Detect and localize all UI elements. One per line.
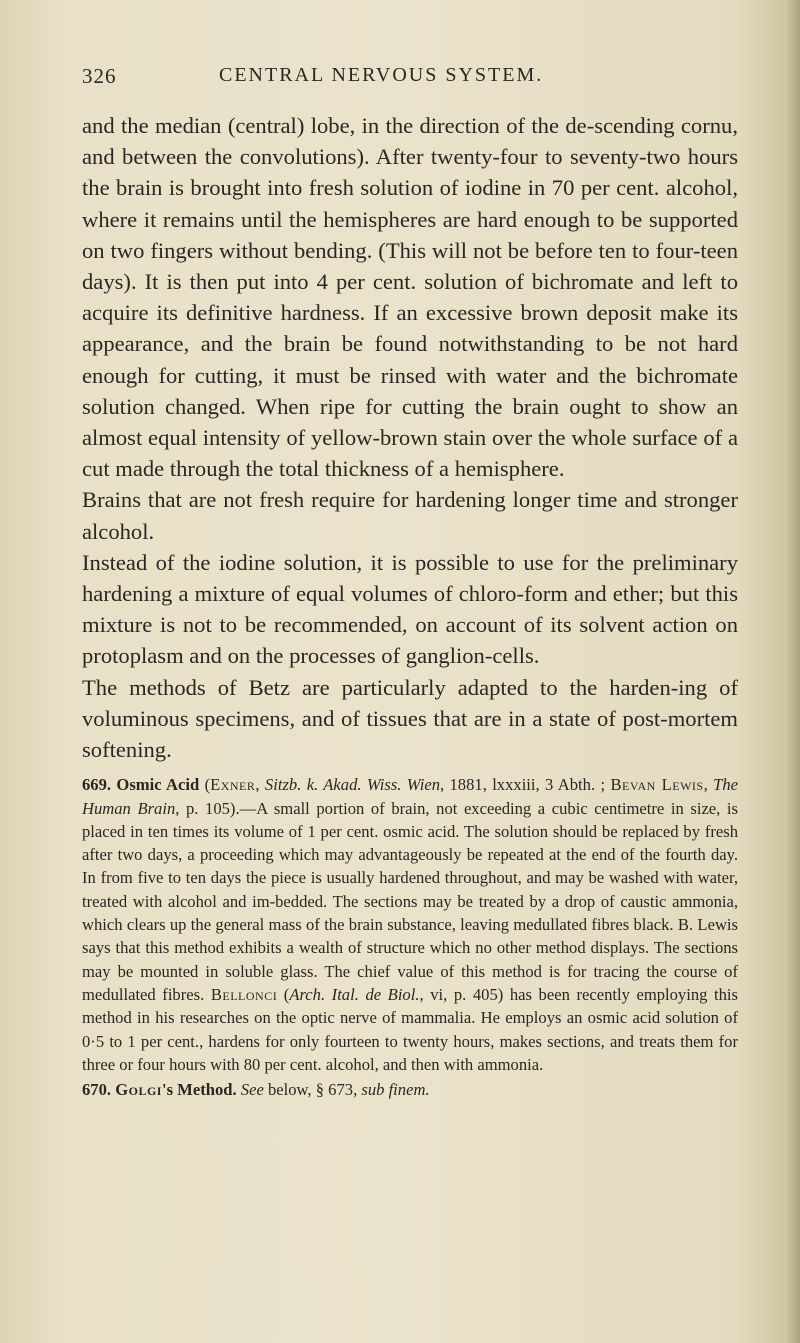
- paragraph: The methods of Betz are particularly adapted to the harden-ing of voluminous specimens, and of tissues that are in a state of post-mortem softening.: [82, 674, 738, 763]
- citation-sitzb-details: , 1881, lxxxiii, 3 Abth. ;: [440, 775, 611, 795]
- section-title: 's Method.: [161, 1080, 237, 1100]
- section-669-text-continued: , vi, p. 405) has been recently employing this method in his researches on the optic nerve of mammalia. He employs an osmic acid solution of 0·5 to 1 per cent., hardens for only fourteen to twenty hours, makes sections, and treats them for three or four hours with 80 per cent. alcohol, and then with ammonia.: [82, 984, 738, 1074]
- citation-sitzb: Sitzb. k. Akad. Wiss. Wien: [264, 775, 440, 795]
- author-exner: Exner: [210, 775, 256, 795]
- main-text: [82, 110, 738, 765]
- citation-human-brain: The Human Brain: [82, 775, 739, 818]
- ref-open: (: [204, 775, 211, 795]
- author-bevan-lewis: Bevan Lewis: [610, 775, 704, 795]
- section-number: 669.: [82, 775, 112, 795]
- author-golgi: Golgi: [115, 1080, 162, 1100]
- page-number: 326: [82, 64, 117, 88]
- section-title: Osmic Acid: [116, 775, 200, 795]
- section-670: [82, 1078, 738, 1101]
- author-bellonci: Bellonci: [210, 984, 278, 1004]
- body-text: [82, 110, 738, 1101]
- paragraph: Instead of the iodine solution, it is possible to use for the preliminary hardening a mixture of equal volumes of chloro-form and ether; but this mixture is not to be recommended, on account of its solvent action on protoplasm and on the processes of ganglion-cells.: [82, 549, 738, 669]
- paragraph: Brains that are not fresh require for hardening longer time and stronger alcohol.: [82, 487, 738, 544]
- running-head: CENTRAL NERVOUS SYSTEM.: [219, 64, 544, 86]
- ref3-open: (: [277, 984, 290, 1004]
- sub-finem: sub finem.: [361, 1080, 430, 1100]
- section-number: 670.: [82, 1080, 112, 1100]
- section-669: 669. Osmic Acid (Exner, Sitzb. k. Akad. Wiss. Wien, 1881, lxxxiii, 3 Abth. ; Bevan Lewis, The Human Brain, p. 105).—A small portion of brain, not exceeding a cubic centimetre in size, is placed in ten times its volume of 1 per cent. osmic acid. The solution should be replaced by fresh after two days, a proceeding which may advantageously be repeated at the end of the fourth day. In from five to ten days the piece is usually hardened throughout, and may be washed with water, treated with alcohol and im-bedded. The sections may be treated by a drop of caustic ammonia, which clears up the general mass of the brain substance, leaving medullated fibres black. B. Lewis says that this method exhibits a wealth of structure which no other method displays. The sections may be mounted in soluble glass. The chief value of this method is for tracing the course of medullated fibres. Bellonci (Arch. Ital. de Biol., vi, p. 405) has been recently employing this method in his researches on the optic nerve of mammalia. He employs an osmic acid solution of 0·5 to 1 per cent., hardens for only fourteen to twenty hours, makes sections, and treats them for three or four hours with 80 per cent. alcohol, and then with ammonia.: [82, 775, 739, 1074]
- see-label: See: [240, 1080, 264, 1100]
- paragraph: and the median (central) lobe, in the direction of the de-scending cornu, and between the convolutions). After twenty-four to seventy-two hours the brain is brought into fresh solution of iodine in 70 per cent. alcohol, where it remains until the hemispheres are hard enough to be supported on two fingers without bending. (This will not be before ten to four-teen days). It is then put into 4 per cent. solution of bichromate and left to acquire its definitive hardness. If an excessive brown deposit make its appearance, and the brain be found notwithstanding to be not hard enough for cutting, it must be rinsed with water and the bichromate solution changed. When ripe for cutting the brain ought to show an almost equal intensity of yellow-brown stain over the whole surface of a cut made through the total thickness of a hemisphere.: [82, 113, 738, 482]
- page-header: [82, 64, 722, 98]
- cross-reference: below, § 673,: [263, 1080, 362, 1100]
- citation-human-brain-details: , p. 105).: [175, 798, 240, 818]
- section-669-text: —A small portion of brain, not exceeding a cubic centimetre in size, is placed in ten times its volume of 1 per cent. osmic acid. The solution should be replaced by fresh after two days, a proceeding which may advantageously be repeated at the end of the fourth day. In from five to ten days the piece is usually hardened throughout, and may be washed with water, treated with alcohol and im-bedded. The sections may be treated by a drop of caustic ammonia, which clears up the general mass of the brain substance, leaving medullated fibres black. B. Lewis says that this method exhibits a wealth of structure which no other method displays. The sections may be mounted in soluble glass. The chief value of this method is for tracing the course of medullated fibres.: [82, 798, 738, 1004]
- small-print: [82, 773, 738, 1101]
- page-edge-shadow: [786, 0, 800, 1343]
- citation-arch-ital: Arch. Ital. de Biol.: [289, 984, 420, 1004]
